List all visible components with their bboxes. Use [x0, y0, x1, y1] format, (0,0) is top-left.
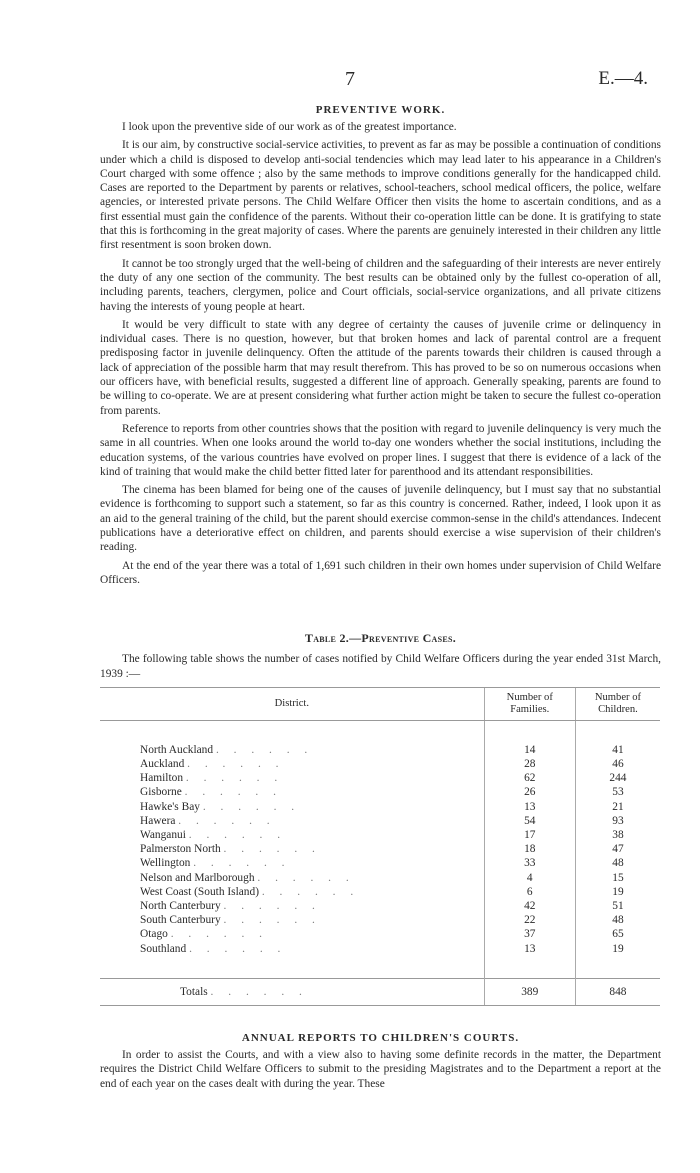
paragraph: It would be very difficult to state with any degree of certainty the causes of juvenile crime or delinquency in individual cases. There is no question, however, but that broken homes and lack of parental control are a frequent predisposing factor in juvenile delinquency. Often the attitude of the parents towards their children is caused through a lack of appreciation of the possible harm that may result therefrom. This has proved to be so on numerous occasions when our officers have, with beneficial results, suggested a different line of approach. Generally speaking, parents are found to be willing to co-operate. We are at present considering what further action might be taken to secure the fullest co-operation from parents.: [100, 318, 661, 417]
district-cell: Wellington . . . . . .: [140, 857, 291, 870]
dot-leader: . . . . . .: [223, 843, 321, 856]
district-cell: Otago . . . . . .: [140, 928, 269, 941]
table-row: [100, 885, 660, 899]
district-cell: Hamilton . . . . . .: [140, 772, 284, 785]
dot-leader: . . . . . .: [223, 900, 321, 913]
dot-leader: . . . . . .: [223, 914, 321, 927]
dot-leader: . . . . . .: [261, 885, 360, 898]
document-reference: E.—4.: [598, 68, 648, 89]
table-row: [100, 927, 660, 941]
children-cell: 15: [575, 871, 660, 885]
table-row: [100, 800, 660, 814]
paragraph: The cinema has been blamed for being one of the causes of juvenile delinquency, but I must say that no substantial evidence is forthcoming to support such a statement, so far as this country is concerned. Rather, indeed, I look upon it as an aid to the general training of the child, but the parent should exercise common-sense in the child's attendances. Indecent publications have a deteriorative effect on children, and parents should exercise a wise supervision of their children's reading.: [100, 484, 661, 554]
families-cell: 13: [484, 800, 575, 814]
table-row: [100, 842, 660, 856]
totals-families: 389: [484, 978, 575, 1005]
column-header-children: Number of Children.: [575, 687, 660, 720]
dot-leader: . . . . . .: [188, 829, 287, 842]
table-totals-row: [100, 978, 660, 1005]
district-cell: Hawke's Bay . . . . . .: [140, 800, 301, 813]
dot-leader: . . . . . .: [215, 743, 314, 756]
district-cell: South Canterbury . . . . . .: [140, 914, 321, 927]
families-cell: 13: [484, 942, 575, 956]
paragraph: I look upon the preventive side of our work as of the greatest importance.: [122, 121, 457, 133]
families-cell: 4: [484, 871, 575, 885]
families-cell: 18: [484, 842, 575, 856]
children-cell: 46: [575, 757, 660, 771]
district-cell: West Coast (South Island) . . . . . .: [140, 885, 360, 898]
children-cell: 19: [575, 942, 660, 956]
page-content: [100, 104, 661, 1095]
table-intro: The following table shows the number of cases notified by Child Welfare Officers during the year ended 31st March, 1939 :—: [100, 653, 661, 680]
children-cell: 53: [575, 785, 660, 799]
totals-label: Totals . . . . . .: [100, 978, 484, 1005]
page-number: 7: [345, 68, 355, 90]
children-cell: 93: [575, 814, 660, 828]
paragraph: It is our aim, by constructive social-service activities, to prevent as far as may be possible a continuation of conditions under which a child is disposed to develop anti-social tendencies which may lead later to his appearance in a Children's Court charged with some offence ; also by the same methods to improve conditions generally for the handicapped child. Cases are reported to the Department by parents or relatives, school-teachers, school medical officers, the police, welfare agencies, or interested private persons. The Child Welfare Officer then visits the home to ascertain conditions, and as a first essential must gain the confidence of the parents. Without their co-operation little can be done. It is gratifying to state that this is forthcoming in the great majority of cases. Where the parents are genuinely interested in their children any little first resentment is soon broken down.: [100, 139, 661, 252]
district-cell: Gisborne . . . . . .: [140, 786, 282, 799]
table-body: [100, 720, 660, 978]
families-cell: 33: [484, 856, 575, 870]
dot-leader: . . . . . .: [257, 871, 355, 884]
table-spacer-row: [100, 956, 660, 979]
paragraph: It cannot be too strongly urged that the well-being of children and the safeguarding of their interests are never entirely the duty of any one section of the community. The best results can be obtained only by the fullest co-operation of all, including parents, teachers, clergymen, police and Court officials, social-service organizations, and all private citizens having the interests of young people at heart.: [100, 257, 661, 313]
families-cell: 42: [484, 899, 575, 913]
paragraph: At the end of the year there was a total of 1,691 such children in their own homes under supervision of Child Welfare Officers.: [100, 559, 661, 586]
table-row: [100, 785, 660, 799]
table-row: [100, 856, 660, 870]
dot-leader: . . . . . .: [210, 985, 308, 998]
district-cell: Hawera . . . . . .: [140, 814, 276, 827]
dot-leader: . . . . . .: [189, 942, 287, 955]
families-cell: 62: [484, 771, 575, 785]
table-row: [100, 942, 660, 956]
children-cell: 65: [575, 927, 660, 941]
children-cell: 21: [575, 800, 660, 814]
dot-leader: . . . . . .: [184, 786, 282, 799]
children-cell: 51: [575, 899, 660, 913]
district-cell: Auckland . . . . . .: [140, 758, 285, 770]
children-cell: 48: [575, 856, 660, 870]
table-row: [100, 743, 660, 757]
paragraph: In order to assist the Courts, and with a view also to having some definite records in the matter, the Department requires the District Child Welfare Officers to submit to the presiding Magistrates and to the Department a report at the end of each year on the cases dealt with during the year. These: [100, 1049, 661, 1090]
district-cell: North Auckland . . . . . .: [140, 743, 314, 756]
children-cell: 38: [575, 828, 660, 842]
column-header-families: Number of Families.: [484, 687, 575, 720]
families-cell: 54: [484, 814, 575, 828]
table-row: [100, 828, 660, 842]
district-cell: Wanganui . . . . . .: [140, 829, 287, 842]
dot-leader: . . . . . .: [170, 928, 269, 941]
table-row: [100, 771, 660, 785]
children-cell: 41: [575, 743, 660, 757]
children-cell: 48: [575, 913, 660, 927]
families-cell: 28: [484, 757, 575, 771]
district-cell: Nelson and Marlborough . . . . . .: [140, 871, 355, 884]
children-cell: 244: [575, 771, 660, 785]
families-cell: 14: [484, 743, 575, 757]
page-header: [0, 68, 700, 92]
paragraph: Reference to reports from other countries shows that the position with regard to juvenile delinquency is very much the same in all countries. When one looks around the world to-day one wonders whether the social institutions, including the education systems, of the various countries have evolved on proper lines. I suggest that there is evidence of a lack of the kind of training that would make the child better fitted later for parenthood and its attendant responsibilities.: [100, 422, 662, 478]
families-cell: 26: [484, 785, 575, 799]
table-row: [100, 899, 660, 913]
families-cell: 17: [484, 828, 575, 842]
section-heading-annual-reports: ANNUAL REPORTS TO CHILDREN'S COURTS.: [241, 1032, 520, 1045]
table-spacer-row: [100, 720, 660, 743]
table-title: Table 2.—Preventive Cases.: [304, 631, 457, 646]
district-cell: Southland . . . . . .: [140, 942, 287, 955]
table-row: [100, 814, 660, 828]
dot-leader: . . . . . .: [187, 758, 285, 770]
column-header-district: District.: [100, 687, 484, 720]
district-cell: North Canterbury . . . . . .: [140, 900, 321, 913]
dot-leader: . . . . . .: [202, 800, 301, 813]
children-cell: 19: [575, 885, 660, 899]
dot-leader: . . . . . .: [193, 857, 291, 870]
table-row: [100, 913, 660, 927]
table-row: [100, 757, 660, 771]
preventive-cases-table: [100, 687, 660, 1006]
children-cell: 47: [575, 842, 660, 856]
table-row: [100, 871, 660, 885]
dot-leader: . . . . . .: [185, 772, 284, 785]
families-cell: 37: [484, 927, 575, 941]
district-cell: Palmerston North . . . . . .: [140, 843, 321, 856]
families-cell: 6: [484, 885, 575, 899]
families-cell: 22: [484, 913, 575, 927]
totals-children: 848: [575, 978, 660, 1005]
dot-leader: . . . . . .: [178, 814, 276, 827]
table-header-row: [100, 687, 660, 720]
section-heading-preventive-work: PREVENTIVE WORK.: [315, 104, 446, 116]
